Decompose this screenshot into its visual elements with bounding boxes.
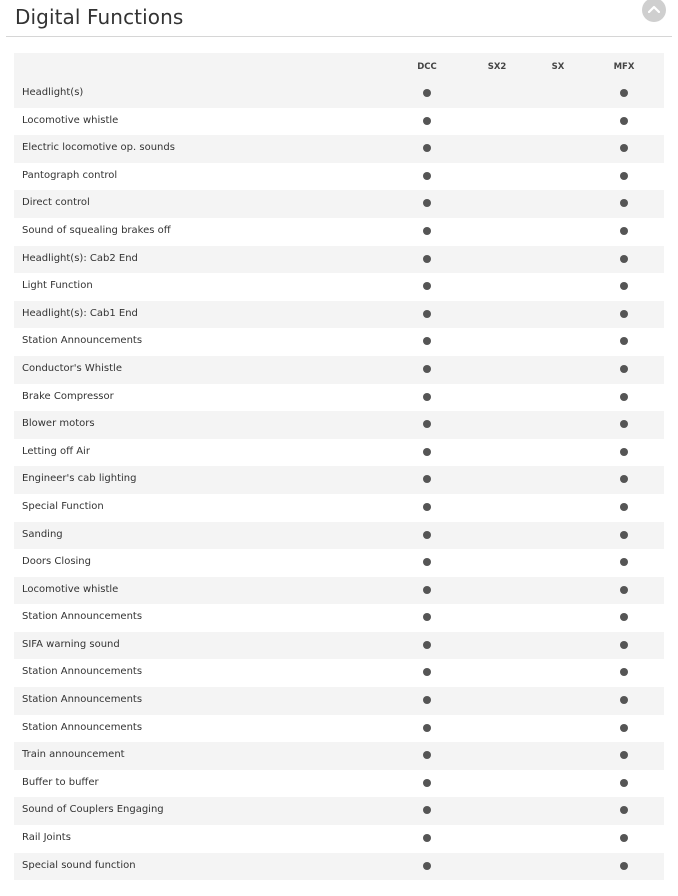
table-row: [14, 687, 664, 715]
supported-dot-icon: [620, 503, 628, 511]
supported-dot-icon: [423, 475, 431, 483]
table-row: [14, 356, 664, 384]
table-row: [14, 328, 664, 356]
function-label: Buffer to buffer: [22, 776, 99, 788]
table-row: [14, 411, 664, 439]
supported-dot-icon: [423, 503, 431, 511]
supported-dot-icon: [423, 668, 431, 676]
function-label: Station Announcements: [22, 721, 143, 733]
supported-dot-icon: [620, 282, 628, 290]
column-header-dcc: DCC: [417, 62, 437, 72]
table-row: [14, 273, 664, 301]
table-row: [14, 604, 664, 632]
table-row: [14, 632, 664, 660]
supported-dot-icon: [423, 199, 431, 207]
supported-dot-icon: [423, 806, 431, 814]
supported-dot-icon: [423, 365, 431, 373]
supported-dot-icon: [423, 255, 431, 263]
function-label: Locomotive whistle: [22, 583, 119, 595]
supported-dot-icon: [423, 393, 431, 401]
table-row: [14, 466, 664, 494]
supported-dot-icon: [423, 282, 431, 290]
function-label: Special Function: [22, 500, 104, 512]
supported-dot-icon: [620, 420, 628, 428]
function-label: Brake Compressor: [22, 390, 114, 402]
supported-dot-icon: [620, 365, 628, 373]
collapse-button[interactable]: [642, 0, 666, 22]
function-label: Headlight(s): Cab1 End: [22, 307, 138, 319]
supported-dot-icon: [620, 613, 628, 621]
table-row: [14, 549, 664, 577]
supported-dot-icon: [423, 724, 431, 732]
digital-functions-table: [14, 53, 664, 880]
supported-dot-icon: [620, 255, 628, 263]
function-label: Conductor's Whistle: [22, 362, 122, 374]
function-label: Letting off Air: [22, 445, 90, 457]
supported-dot-icon: [620, 779, 628, 787]
supported-dot-icon: [423, 420, 431, 428]
function-label: Train announcement: [22, 749, 125, 761]
section-title: Digital Functions: [15, 5, 184, 29]
supported-dot-icon: [620, 310, 628, 318]
function-label: Blower motors: [22, 418, 95, 430]
supported-dot-icon: [620, 724, 628, 732]
function-label: Electric locomotive op. sounds: [22, 142, 175, 154]
table-row: [14, 108, 664, 136]
table-row: [14, 439, 664, 467]
supported-dot-icon: [620, 751, 628, 759]
supported-dot-icon: [620, 862, 628, 870]
supported-dot-icon: [620, 199, 628, 207]
supported-dot-icon: [620, 393, 628, 401]
supported-dot-icon: [423, 89, 431, 97]
section-header: [6, 0, 672, 37]
supported-dot-icon: [423, 641, 431, 649]
supported-dot-icon: [620, 586, 628, 594]
supported-dot-icon: [620, 172, 628, 180]
function-label: Pantograph control: [22, 169, 118, 181]
supported-dot-icon: [423, 144, 431, 152]
function-label: Station Announcements: [22, 694, 143, 706]
chevron-up-icon: [648, 5, 660, 13]
supported-dot-icon: [620, 117, 628, 125]
table-row: [14, 246, 664, 274]
column-header-mfx: MFX: [613, 62, 635, 72]
supported-dot-icon: [620, 531, 628, 539]
supported-dot-icon: [620, 89, 628, 97]
function-label: Engineer's cab lighting: [22, 473, 137, 485]
supported-dot-icon: [423, 558, 431, 566]
function-label: Rail Joints: [22, 832, 71, 844]
supported-dot-icon: [423, 696, 431, 704]
supported-dot-icon: [423, 172, 431, 180]
function-label: Headlight(s): Cab2 End: [22, 252, 138, 264]
function-label: Station Announcements: [22, 611, 143, 623]
table-row: [14, 742, 664, 770]
supported-dot-icon: [423, 531, 431, 539]
supported-dot-icon: [423, 613, 431, 621]
table-row: [14, 163, 664, 191]
table-row: [14, 80, 664, 108]
function-label: Special sound function: [22, 859, 136, 871]
supported-dot-icon: [620, 641, 628, 649]
supported-dot-icon: [423, 862, 431, 870]
supported-dot-icon: [620, 668, 628, 676]
table-row: [14, 797, 664, 825]
table-header-row: [14, 53, 664, 80]
function-label: Headlight(s): [22, 87, 84, 98]
table-row: [14, 384, 664, 412]
function-label: Doors Closing: [22, 556, 91, 568]
function-label: Direct control: [22, 197, 90, 209]
table-row: [14, 218, 664, 246]
function-label: Station Announcements: [22, 666, 143, 678]
table-row: [14, 715, 664, 743]
column-header-sx: SX: [551, 62, 565, 72]
supported-dot-icon: [423, 779, 431, 787]
table-row: [14, 825, 664, 853]
supported-dot-icon: [620, 337, 628, 345]
table-row: [14, 522, 664, 550]
supported-dot-icon: [620, 696, 628, 704]
function-label: Sanding: [22, 528, 63, 540]
supported-dot-icon: [423, 834, 431, 842]
supported-dot-icon: [620, 227, 628, 235]
supported-dot-icon: [620, 448, 628, 456]
function-label: Light Function: [22, 280, 93, 292]
function-label: Sound of Couplers Engaging: [22, 804, 164, 816]
supported-dot-icon: [423, 310, 431, 318]
table-row: [14, 659, 664, 687]
supported-dot-icon: [423, 448, 431, 456]
table-row: [14, 135, 664, 163]
supported-dot-icon: [423, 586, 431, 594]
supported-dot-icon: [620, 806, 628, 814]
supported-dot-icon: [423, 751, 431, 759]
function-label: Sound of squealing brakes off: [22, 224, 171, 236]
table-row: [14, 301, 664, 329]
table-row: [14, 190, 664, 218]
table-row: [14, 577, 664, 605]
supported-dot-icon: [620, 475, 628, 483]
supported-dot-icon: [620, 834, 628, 842]
supported-dot-icon: [423, 227, 431, 235]
function-label: SIFA warning sound: [22, 638, 120, 650]
function-label: Locomotive whistle: [22, 114, 119, 126]
supported-dot-icon: [620, 558, 628, 566]
supported-dot-icon: [620, 144, 628, 152]
column-header-sx2: SX2: [487, 62, 507, 72]
supported-dot-icon: [423, 117, 431, 125]
table-row: [14, 770, 664, 798]
table-row: [14, 494, 664, 522]
supported-dot-icon: [423, 337, 431, 345]
table-row: [14, 853, 664, 881]
function-label: Station Announcements: [22, 335, 143, 347]
